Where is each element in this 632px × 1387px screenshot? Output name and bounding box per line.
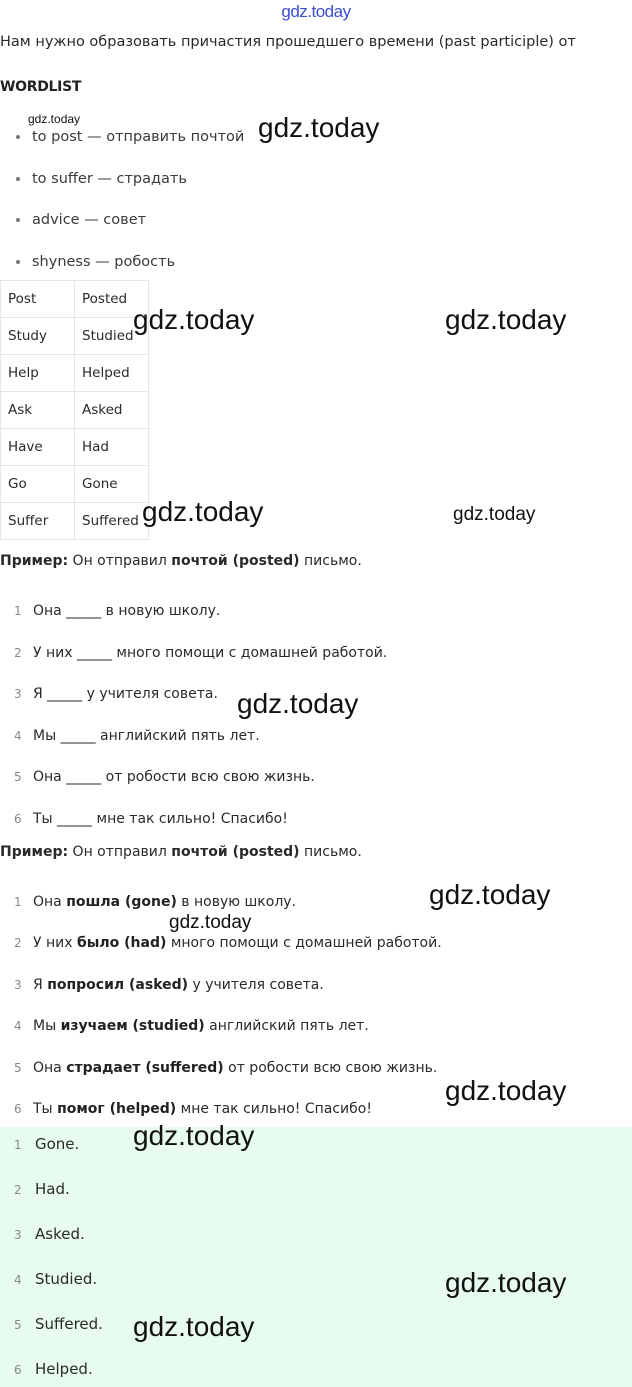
table-cell: Studied [75, 318, 149, 355]
watermark: gdz.today [453, 504, 536, 525]
example-line: Пример: Он отправил почтой (posted) письмо. [0, 553, 362, 569]
watermark: gdz.today [28, 112, 81, 126]
table-cell: Have [1, 429, 75, 466]
intro-text: Нам нужно образовать причастия прошедшего времени (past participle) от [0, 34, 576, 50]
answer-item: 2 Had. [14, 1180, 70, 1198]
wordlist-item: advice — совет [16, 212, 146, 228]
watermark: gdz.today [169, 912, 252, 933]
table-row [1, 429, 149, 466]
table-row [1, 281, 149, 318]
bullet-icon [16, 218, 20, 222]
watermark: gdz.today [133, 304, 255, 335]
bullet-icon [16, 135, 20, 139]
exercise-item: 3 Я _____ у учителя совета. [14, 686, 218, 702]
watermark: gdz.today [142, 496, 264, 527]
table-cell: Gone [75, 466, 149, 503]
table-cell: Had [75, 429, 149, 466]
bullet-icon [16, 260, 20, 264]
watermark: gdz.today [133, 1311, 255, 1342]
table-cell: Go [1, 466, 75, 503]
watermark: gdz.today [429, 879, 551, 910]
bullet-icon [16, 177, 20, 181]
wordlist-item: to post — отправить почтой [16, 129, 244, 145]
exercise-item: 5 Она _____ от робости всю свою жизнь. [14, 769, 315, 785]
example-line: Пример: Он отправил почтой (posted) письмо. [0, 844, 362, 860]
table-cell: Help [1, 355, 75, 392]
answer-item: 6 Helped. [14, 1360, 93, 1378]
verb-forms-table [0, 280, 149, 540]
wordlist-item: to suffer — страдать [16, 171, 187, 187]
table-row [1, 392, 149, 429]
table-row [1, 355, 149, 392]
watermark: gdz.today [445, 1075, 567, 1106]
exercise-item: 4 Мы _____ английский пять лет. [14, 728, 260, 744]
watermark: gdz.today [445, 1267, 567, 1298]
exercise-item: 1 Она _____ в новую школу. [14, 603, 221, 619]
table-cell: Suffered [75, 503, 149, 540]
wordlist-item: shyness — робость [16, 254, 175, 270]
table-cell: Study [1, 318, 75, 355]
solution-item: 1 Она пошла (gone) в новую школу. [14, 894, 297, 910]
answer-item: 1 Gone. [14, 1135, 80, 1153]
table-cell: Suffer [1, 503, 75, 540]
watermark: gdz.today [258, 112, 380, 143]
table-cell: Ask [1, 392, 75, 429]
solution-item: 3 Я попросил (asked) у учителя совета. [14, 977, 324, 993]
exercise-item: 6 Ты _____ мне так сильно! Спасибо! [14, 811, 288, 827]
table-row [1, 503, 149, 540]
answer-item: 5 Suffered. [14, 1315, 103, 1333]
site-logo: gdz.today [281, 2, 351, 21]
answer-item: 3 Asked. [14, 1225, 85, 1243]
answers-panel [0, 1127, 632, 1387]
wordlist-title: WORDLIST [0, 79, 82, 95]
solution-item: 2 У них было (had) много помощи с домашней работой. [14, 935, 442, 951]
watermark: gdz.today [237, 688, 359, 719]
table-cell: Asked [75, 392, 149, 429]
watermark: gdz.today [133, 1120, 255, 1151]
solution-item: 5 Она страдает (suffered) от робости всю свою жизнь. [14, 1060, 438, 1076]
table-cell: Posted [75, 281, 149, 318]
table-row [1, 466, 149, 503]
table-cell: Helped [75, 355, 149, 392]
exercise-item: 2 У них _____ много помощи с домашней работой. [14, 645, 388, 661]
answer-item: 4 Studied. [14, 1270, 98, 1288]
table-cell: Post [1, 281, 75, 318]
table-row [1, 318, 149, 355]
solution-item: 4 Мы изучаем (studied) английский пять лет. [14, 1018, 369, 1034]
watermark: gdz.today [445, 304, 567, 335]
solution-item: 6 Ты помог (helped) мне так сильно! Спасибо! [14, 1101, 372, 1117]
